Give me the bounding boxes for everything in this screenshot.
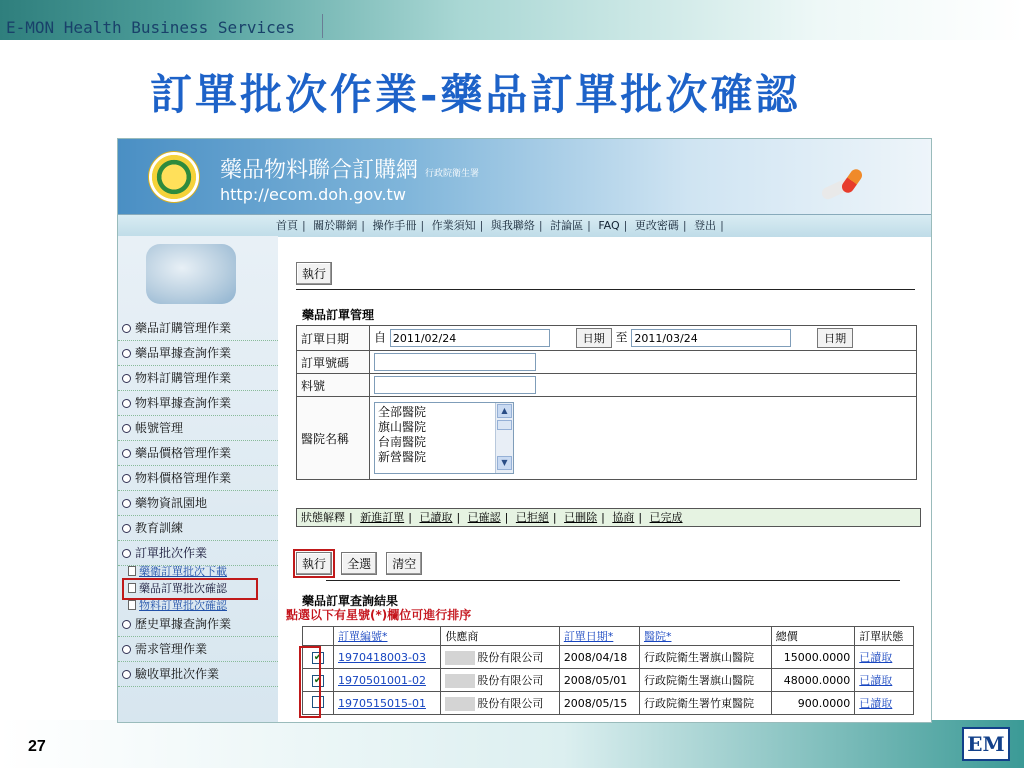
order-date-range: [370, 326, 917, 351]
to-date-input[interactable]: 2011/03/24: [631, 329, 791, 347]
hospital-cell: 行政院衛生署旗山醫院: [639, 646, 771, 669]
sidebar-item-label: 藥物資訊園地: [135, 496, 208, 510]
col-select: [303, 627, 334, 646]
sub-item-label: 藥衛訂單批次下載: [139, 565, 227, 578]
sidebar-sub-drug-batch-confirm[interactable]: [124, 580, 256, 598]
scroll-thumb[interactable]: [497, 420, 512, 430]
slide-title: 訂單批次作業-藥品訂單批次確認: [150, 70, 801, 119]
nav-manual[interactable]: 操作手冊: [372, 219, 417, 232]
sub-item-label: 物料訂單批次確認: [139, 599, 227, 612]
sidebar: [118, 236, 278, 723]
from-label: 自: [374, 330, 387, 345]
nav-contact[interactable]: 與我聯絡: [490, 219, 535, 232]
redacted-block: [445, 697, 475, 711]
redacted-block: [445, 674, 475, 688]
col-supplier: 供應商: [441, 627, 559, 646]
listbox-scrollbar[interactable]: [495, 403, 513, 473]
results-title: 藥品訂單查詢結果: [302, 594, 399, 608]
sidebar-item-history-query[interactable]: [118, 612, 278, 637]
bullet-icon: [122, 499, 131, 508]
sidebar-item-label: 藥品價格管理作業: [135, 446, 232, 460]
sortable-label[interactable]: 訂單日期*: [563, 630, 614, 643]
row-select-cell: [303, 692, 334, 715]
nav-about[interactable]: 關於聯網: [313, 219, 358, 232]
col-order-no[interactable]: [334, 627, 441, 646]
sidebar-item-drug-price[interactable]: [118, 441, 278, 466]
section-title: 藥品訂單管理: [302, 308, 375, 322]
hospital-cell: 行政院衛生署旗山醫院: [639, 669, 771, 692]
order-no-cell: [370, 351, 917, 374]
nav-logout[interactable]: 登出: [694, 219, 717, 232]
supplier-name: 股份有限公司: [477, 697, 544, 710]
bullet-icon: [122, 449, 131, 458]
bullet-icon: [122, 349, 131, 358]
item-no-label: 料號: [297, 374, 370, 397]
sidebar-item-batch-order[interactable]: [118, 541, 278, 566]
nav-faq[interactable]: FAQ: [598, 219, 620, 232]
document-icon: [128, 566, 136, 576]
order-no-input[interactable]: [374, 353, 536, 371]
bullet-icon: [122, 524, 131, 533]
select-all-button[interactable]: 全選: [341, 552, 377, 575]
status-read[interactable]: 已讀取: [419, 511, 453, 524]
row-select-cell: [303, 669, 334, 692]
nav-links: 首頁 | 關於聯網 | 操作手冊 | 作業須知 | 與我聯絡 | 討論區 | FAQ | 更改密碼 | 登出 |: [276, 215, 728, 237]
sidebar-item-account[interactable]: [118, 416, 278, 441]
sidebar-item-label: 物料價格管理作業: [135, 471, 232, 485]
site-agency: 行政院衛生署: [425, 169, 480, 179]
sidebar-item-training[interactable]: [118, 516, 278, 541]
redacted-block: [445, 651, 475, 665]
order-no-link[interactable]: 1970501001-02: [334, 669, 441, 692]
sub-item-label: 藥品訂單批次確認: [139, 582, 227, 595]
main-content: [286, 236, 932, 723]
scroll-down-icon[interactable]: ▼: [497, 456, 512, 470]
status-legend-label: 狀態解釋: [301, 511, 345, 524]
date-cell: 2008/04/18: [559, 646, 639, 669]
brand-divider: [322, 14, 323, 38]
bullet-icon: [122, 620, 131, 629]
divider: [296, 289, 915, 290]
status-legend: 狀態解釋 | 新進訂單 | 已讀取 | 已確認 | 已拒絕 | 已刪除 | 協商 | 已完成: [296, 508, 921, 527]
table-header-row: [303, 627, 914, 646]
sidebar-item-demand[interactable]: [118, 637, 278, 662]
row-checkbox[interactable]: [312, 696, 324, 708]
hospital-option[interactable]: 台南醫院: [378, 435, 427, 449]
bullet-icon: [122, 645, 131, 654]
to-date-button[interactable]: 日期: [817, 328, 853, 348]
status-link[interactable]: 已讀取: [855, 692, 914, 715]
row-checkbox[interactable]: ✔: [313, 675, 323, 686]
action-buttons: [296, 552, 426, 575]
table-row: [303, 692, 914, 715]
total-cell: 48000.0000: [771, 669, 855, 692]
sidebar-sub-batch-download[interactable]: [118, 566, 278, 578]
order-no-label: 訂單號碼: [297, 351, 370, 374]
order-date-label: 訂單日期: [297, 326, 370, 351]
total-cell: 900.0000: [771, 692, 855, 715]
bullet-icon: [122, 399, 131, 408]
to-label: 至: [615, 330, 628, 345]
hospital-cell: [370, 397, 917, 480]
sidebar-item-drug-query[interactable]: [118, 341, 278, 366]
supplier-cell: [441, 692, 559, 715]
sidebar-item-label: 物料單據查詢作業: [135, 396, 232, 410]
sidebar-item-material-price[interactable]: [118, 466, 278, 491]
status-rejected[interactable]: 已拒絕: [515, 511, 549, 524]
sidebar-item-material-query[interactable]: [118, 391, 278, 416]
sortable-label[interactable]: 醫院*: [643, 630, 672, 643]
sidebar-item-label: 藥品單據查詢作業: [135, 346, 232, 360]
hospital-option[interactable]: 旗山醫院: [378, 420, 427, 434]
total-cell: 15000.0000: [771, 646, 855, 669]
website-screenshot: [117, 138, 932, 723]
table-row: [303, 669, 914, 692]
supplier-name: 股份有限公司: [477, 674, 544, 687]
page-number: 27: [28, 738, 46, 755]
brand-text: E-MON Health Business Services: [6, 18, 295, 37]
bullet-icon: [122, 670, 131, 679]
status-new[interactable]: 新進訂單: [360, 511, 405, 524]
status-confirmed[interactable]: 已確認: [467, 511, 501, 524]
hospital-label: 醫院名稱: [297, 397, 370, 480]
sidebar-item-label: 驗收單批次作業: [135, 667, 220, 681]
col-order-date[interactable]: [559, 627, 639, 646]
sidebar-submenu: [118, 566, 278, 612]
status-link[interactable]: 已讀取: [855, 669, 914, 692]
col-status: 訂單狀態: [855, 627, 914, 646]
emblem-icon: [148, 151, 200, 203]
sortable-label[interactable]: 訂單編號*: [338, 630, 388, 643]
bullet-icon: [122, 474, 131, 483]
row-select-cell: [303, 646, 334, 669]
site-header: [118, 139, 932, 214]
document-icon: [128, 600, 136, 610]
sort-hint: 點選以下有星號(*)欄位可進行排序: [286, 608, 472, 622]
em-logo: EM: [962, 727, 1010, 761]
sidebar-item-label: 訂單批次作業: [135, 546, 208, 560]
table-row: [303, 646, 914, 669]
sidebar-photo: [146, 244, 236, 304]
sidebar-sub-material-batch-confirm[interactable]: [118, 600, 278, 612]
supplier-cell: [441, 669, 559, 692]
results-table: [302, 626, 914, 715]
supplier-cell: [441, 646, 559, 669]
sidebar-item-label: 物料訂購管理作業: [135, 371, 232, 385]
bullet-icon: [122, 549, 131, 558]
sidebar-item-drug-info[interactable]: [118, 491, 278, 516]
hospital-option[interactable]: 新營醫院: [378, 450, 427, 464]
document-icon: [128, 583, 136, 593]
sidebar-item-acceptance-batch[interactable]: [118, 662, 278, 687]
item-no-input[interactable]: [374, 376, 536, 394]
scroll-up-icon[interactable]: ▲: [497, 404, 512, 418]
nav-change-password[interactable]: 更改密碼: [634, 219, 679, 232]
date-cell: 2008/05/15: [559, 692, 639, 715]
slide-footer-band: [0, 720, 1024, 768]
col-total: 總價: [771, 627, 855, 646]
divider: [326, 580, 900, 581]
execute-button-top[interactable]: 執行: [296, 262, 332, 285]
order-no-link[interactable]: 1970418003-03: [334, 646, 441, 669]
from-date-button[interactable]: 日期: [576, 328, 612, 348]
item-no-cell: [370, 374, 917, 397]
row-checkbox[interactable]: ✔: [313, 652, 323, 663]
search-form: [296, 325, 917, 480]
sidebar-item-material-order[interactable]: [118, 366, 278, 391]
hospital-listbox[interactable]: [374, 402, 514, 474]
site-title: 藥品物料聯合訂購網: [220, 158, 419, 183]
nav-notice[interactable]: 作業須知: [431, 219, 476, 232]
sidebar-item-label: 教育訓練: [135, 521, 184, 535]
clear-button[interactable]: 清空: [386, 552, 422, 575]
status-deleted[interactable]: 已刪除: [564, 511, 598, 524]
from-date-input[interactable]: 2011/02/24: [390, 329, 550, 347]
pills-icon: [813, 169, 873, 199]
hospital-option[interactable]: 全部醫院: [378, 405, 427, 419]
hospital-cell: 行政院衛生署竹東醫院: [639, 692, 771, 715]
status-negotiation[interactable]: 協商: [612, 511, 635, 524]
bullet-icon: [122, 324, 131, 333]
status-link[interactable]: 已讀取: [855, 646, 914, 669]
sidebar-menu: [118, 316, 278, 687]
date-cell: 2008/05/01: [559, 669, 639, 692]
sidebar-item-label: 需求管理作業: [135, 642, 208, 656]
col-hospital[interactable]: [639, 627, 771, 646]
top-nav: [118, 214, 932, 237]
sidebar-item-label: 歷史單據查詢作業: [135, 617, 232, 631]
site-url: http://ecom.doh.gov.tw: [220, 185, 406, 204]
bullet-icon: [122, 374, 131, 383]
status-completed[interactable]: 已完成: [649, 511, 683, 524]
supplier-name: 股份有限公司: [477, 651, 544, 664]
sidebar-item-drug-order[interactable]: [118, 316, 278, 341]
sidebar-item-label: 藥品訂購管理作業: [135, 321, 232, 335]
bullet-icon: [122, 424, 131, 433]
nav-home[interactable]: 首頁: [276, 219, 298, 232]
order-no-link[interactable]: 1970515015-01: [334, 692, 441, 715]
sidebar-item-label: 帳號管理: [135, 421, 184, 435]
nav-forum[interactable]: 討論區: [550, 219, 584, 232]
execute-button[interactable]: 執行: [296, 552, 332, 575]
